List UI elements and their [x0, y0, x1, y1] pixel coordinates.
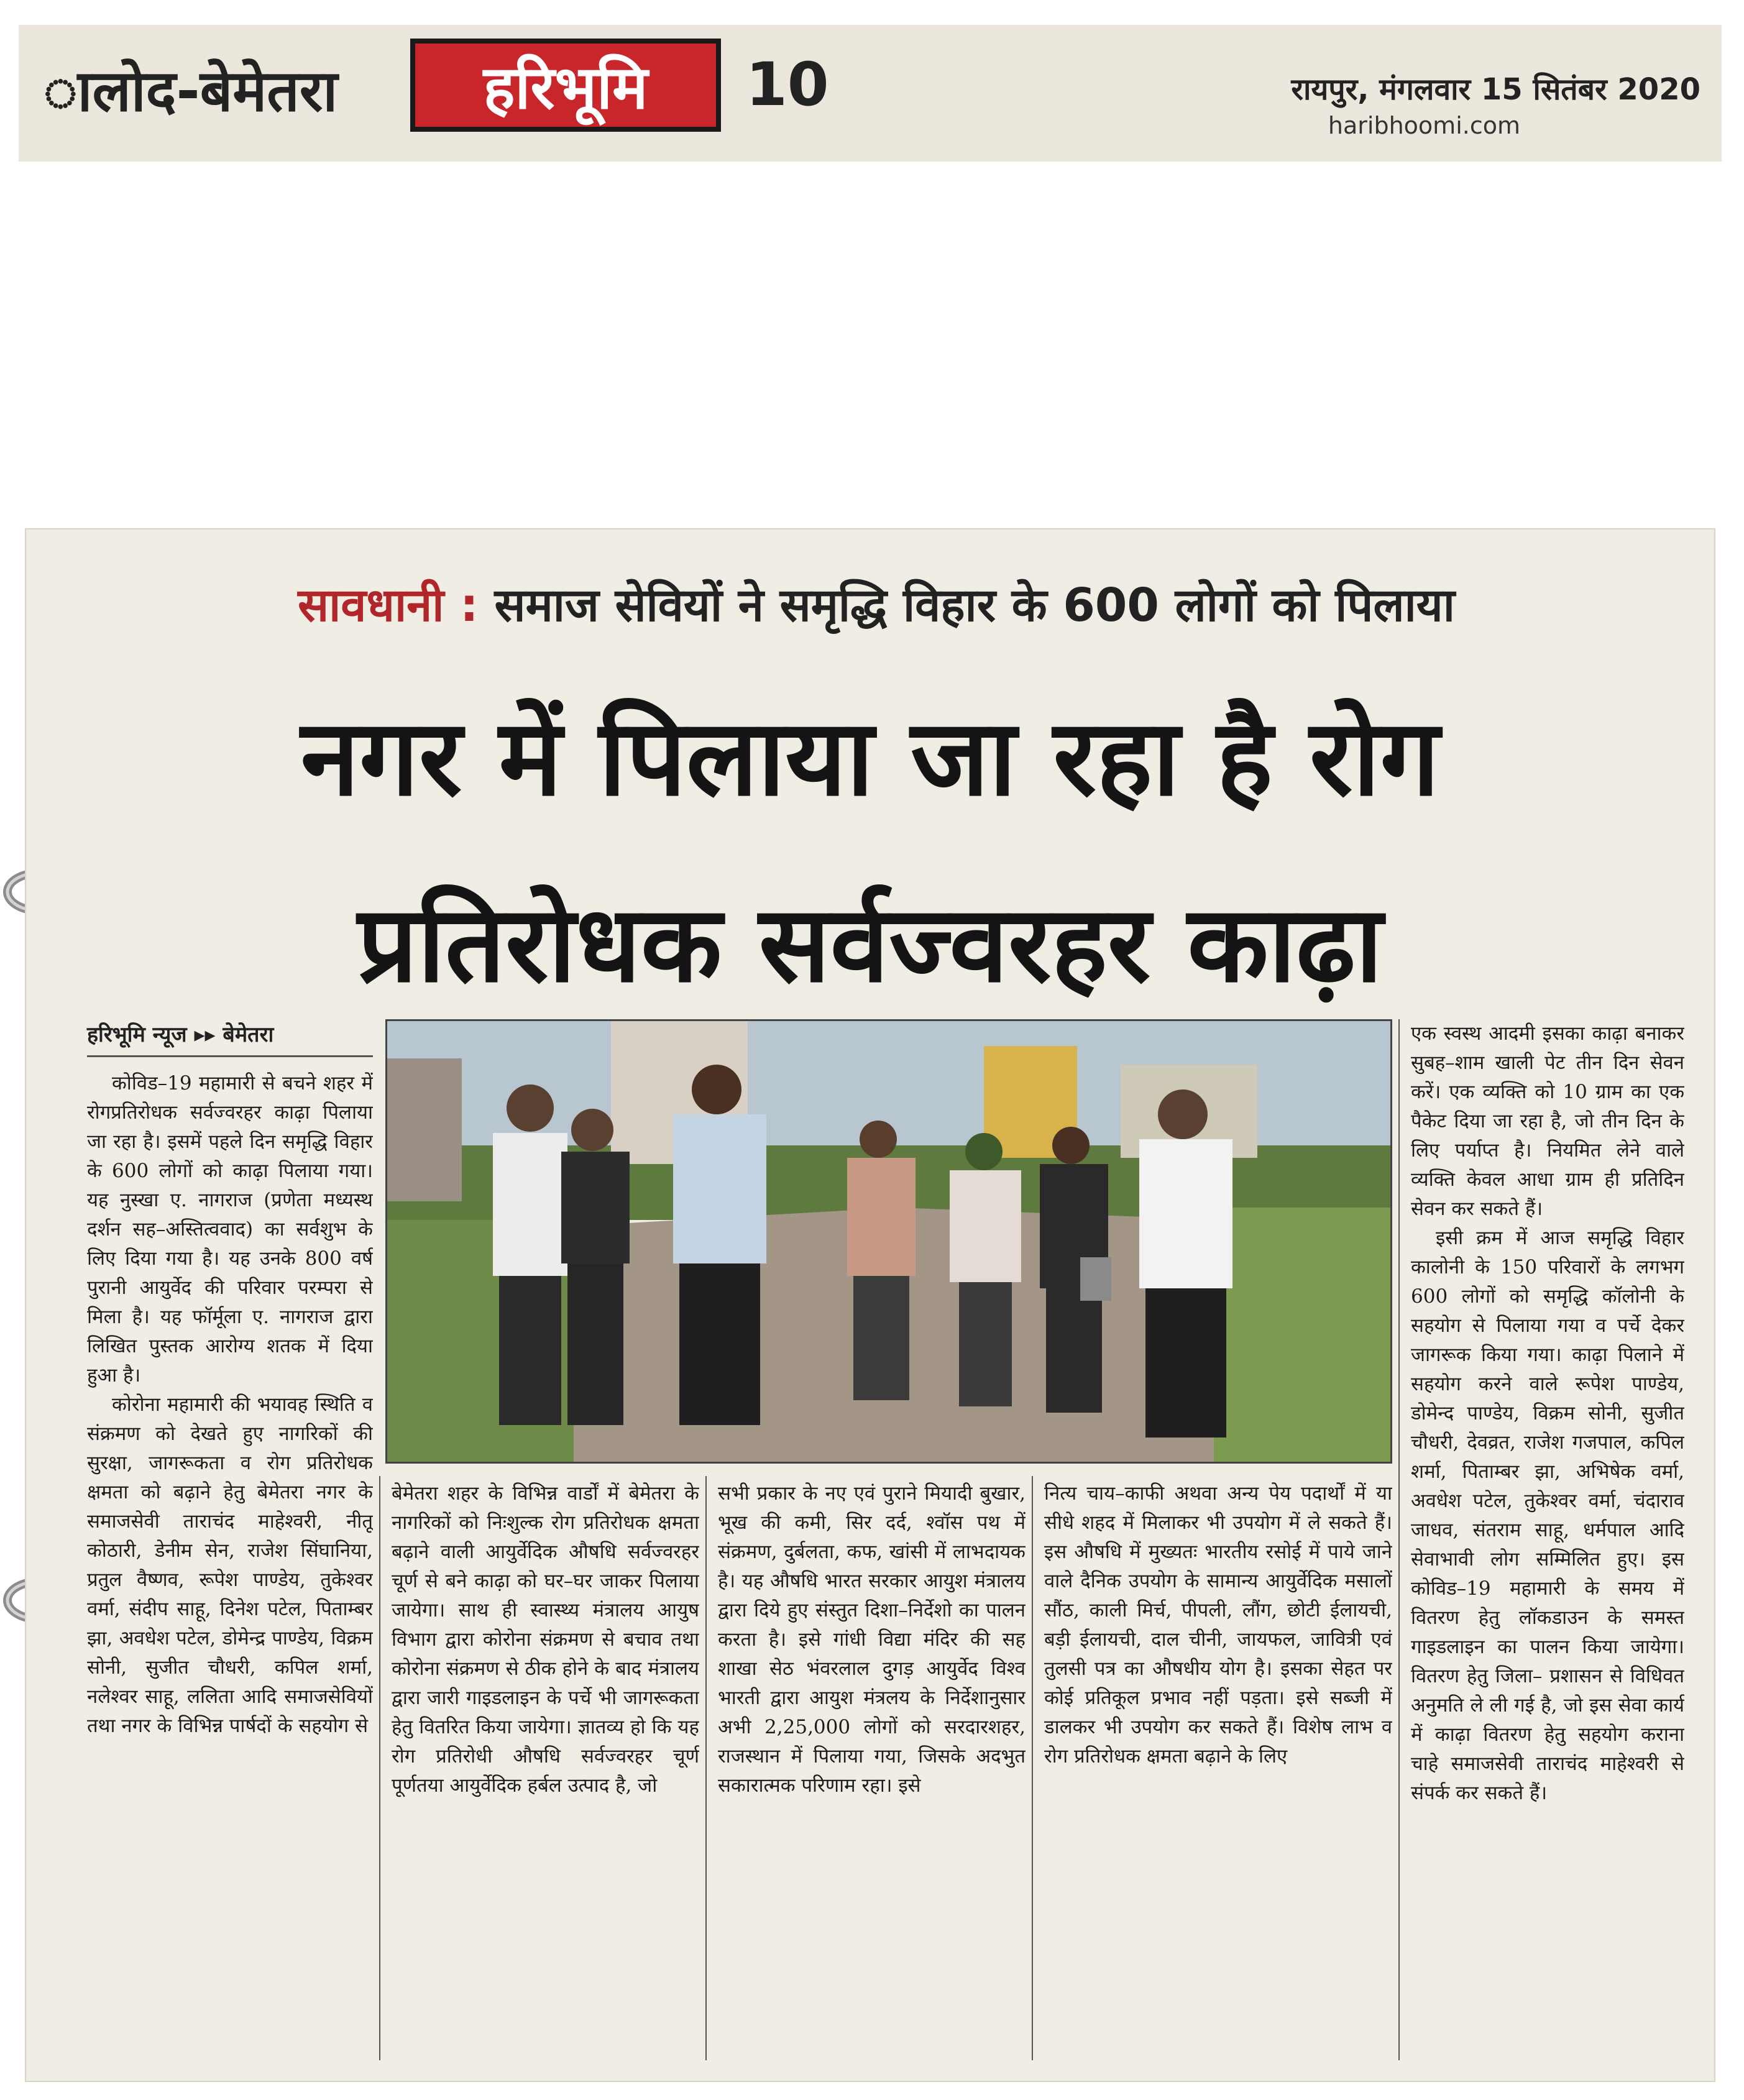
logo-text: हरिभूमि: [483, 52, 648, 122]
newspaper-logo: [410, 39, 721, 132]
news-clipping: [25, 528, 1715, 2082]
column-rule: [379, 1476, 380, 2060]
paragraph: कोविड–19 महामारी से बचने शहर में रोगप्रतिरोधक सर्वज्वरहर काढ़ा पिलाया जा रहा है। इसमें पहले दिन समृद्धि विहार के 600 लोगों को काढ़ा पिलाया गया। यह नुस्खा ए. नागराज (प्रणेता मध्यस्थ दर्शन सह–अस्तित्ववाद) का सर्वशुभ के लिए दिया गया है। यह उनके 800 वर्ष पुरानी आयुर्वेद की परिवार परम्परा से मिला है। यह फॉर्मूला ए. नागराज द्वारा लिखित पुस्तक आरोग्य शतक में दिया हुआ है।: [87, 1072, 373, 1387]
paragraph: बेमेतरा शहर के विभिन्न वार्डों में बेमेतरा के नागरिकों को निःशुल्क रोग प्रतिरोधक क्षमता बढ़ाने वाली आयुर्वेदिक औषधि सर्वज्वरहर चूर्ण से बने काढ़ा को घर–घर जाकर पिलाया जायेगा। साथ ही स्वास्थ्य मंत्रालय आयुष विभाग द्वारा कोरोना संक्रमण से बचाव तथा कोरोना संक्रमण से ठीक होने के बाद मंत्रालय द्वारा जारी गाइडलाइन के पर्चे भी जागरूकता हेतु वितरित किया जायेगा। ज्ञातव्य हो कि यह रोग प्रतिरोधी औषधि सर्वज्वरहर चूर्ण पूर्णतया आयुर्वेदिक हर्बल उत्पाद है, जो: [392, 1482, 699, 1797]
kicker: [162, 572, 1591, 635]
article-column-1: [87, 1069, 373, 2063]
paragraph: सभी प्रकार के नए एवं पुराने मियादी बुखार, भूख की कमी, सिर दर्द, श्वॉस पथ में संक्रमण, दुर्बलता, कफ, खांसी में लाभदायक है। यह औषधि भारत सरकार आयुश मंत्रालय द्वारा दिये हुए संस्तुत दिशा–निर्देशो का पालन करता है। इसे गांधी विद्या मंदिर की सह शाखा सेठ भंवरलाल दुगड़ आयुर्वेद विश्व भारती द्वारा आयुश मंत्रलय के निर्देशानुसार अभी 2,25,000 लोगों को सरदारशहर, राजस्थान में पिलाया गया, जिसके अदभुत सकारात्मक परिणाम रहा। इसे: [718, 1482, 1026, 1797]
headline-line-1: नगर में पिलाया जा रहा है रोग: [300, 697, 1440, 820]
byline-rule: [87, 1055, 373, 1057]
photo-illustration: [387, 1021, 1390, 1462]
website: haribhoomi.com: [1328, 112, 1520, 139]
article-column-4: [1044, 1479, 1392, 2063]
kicker-text: समाज सेवियों ने समृद्धि विहार के 600 लोगों को पिलाया: [494, 579, 1455, 632]
paragraph: इसी क्रम में आज समृद्धि विहार कालोनी के 150 परिवारों के लगभग 600 लोगों को समृद्धि कॉलोनी के सहयोग से पिलाया गया व पर्चे देकर जागरूक किया गया। काढ़ा पिलाने में सहयोग करने वाले रूपेश पाण्डेय, डोमेन्द पाण्डेय, विक्रम सोनी, सुजीत चौधरी, देवव्रत, राजेश गजपाल, कपिल शर्मा, पिताम्बर झा, अभिषेक वर्मा, अवधेश पटेल, तुकेश्वर वर्मा, चंदाराव जाधव, संतराम साहू, धर्मपाल आदि सेवाभावी लोग सम्मिलित हुए। इस कोविड–19 महामारी के समय में वितरण हेतु लॉकडाउन के समस्त गाइडलाइन का पालन किया जायेगा। वितरण हेतु जिला– प्रशासन से विधिवत अनुमति ले ली गई है, जो इस सेवा कार्य में काढ़ा वितरण हेतु सहयोग कराना चाहे समाजसेवी ताराचंद माहेश्वरी से संपर्क कर सकते हैं।: [1411, 1227, 1684, 1804]
paragraph: एक स्वस्थ आदमी इसका काढ़ा बनाकर सुबह–शाम खाली पेट तीन दिन सेवन करें। एक व्यक्ति को 10 ग्राम का एक पैकेट दिया जा रहा है, जो तीन दिन के लिए पर्याप्त है। नियमित लेने वाले व्यक्ति केवल आधा ग्राम ही प्रतिदिन सेवन कर सकते हैं।: [1411, 1022, 1684, 1220]
paragraph: नित्य चाय–काफी अथवा अन्य पेय पदार्थों में या सीधे शहद में मिलाकर भी उपयोग में ले सकते हैं। इस औषधि में मुख्यतः भारतीय रसोई में पाये जाने वाले दैनिक उपयोग के सामान्य आयुर्वेदिक मसालों सौंठ, काली मिर्च, पीपली, लौंग, छोटी ईलायची, बड़ी ईलायची, दाल चीनी, जायफल, जावित्री एवं तुलसी पत्र का औषधीय योग है। इसका सेहत पर कोई प्रतिकूल प्रभाव नहीं पड़ता। इसे सब्जी में डालकर भी उपयोग कर सकते हैं। विशेष लाभ व रोग प्रतिरोधक क्षमता बढ़ाने के लिए: [1044, 1482, 1392, 1768]
column-rule: [1032, 1476, 1033, 2060]
kicker-lead: सावधानी :: [298, 579, 479, 632]
article-column-2: [392, 1479, 699, 2063]
news-photo: [385, 1019, 1392, 1464]
article-column-3: [718, 1479, 1026, 2063]
headline: [62, 665, 1678, 1038]
column-rule: [1398, 1019, 1400, 2060]
page-number: 10: [746, 50, 829, 119]
column-rule: [705, 1476, 707, 2060]
section-name: ालोद-बेमेतरा: [44, 58, 338, 124]
paragraph: कोरोना महामारी की भयावह स्थिति व संक्रमण को देखते हुए नागरिकों की सुरक्षा, जागरूकता व रोग प्रतिरोधक क्षमता को बढ़ाने हेतु बेमेतरा नगर के समाजसेवी ताराचंद माहेश्वरी, नीतू कोठारी, डेनीम सेन, राजेश सिंघानिया, प्रतुल वैष्णव, रूपेश पाण्डेय, तुकेश्वर वर्मा, संदीप साहू, दिनेश पटेल, पिताम्बर झा, अवधेश पटेल, डोमेन्द्र पाण्डेय, विक्रम सोनी, सुजीत चौधरी, कपिल शर्मा, नलेश्वर साहू, ललिता आदि समाजसेवियों तथा नगर के विभिन्न पार्षदों के सहयोग से: [87, 1393, 373, 1737]
headline-line-2: प्रतिरोधक सर्वज्वरहर काढ़ा: [357, 883, 1383, 1006]
dateline: रायपुर, मंगलवार 15 सितंबर 2020: [1291, 72, 1700, 107]
article-column-5: [1411, 1019, 1684, 2063]
byline: हरिभूमि न्यूज ▸▸ बेमेतरा: [87, 1022, 274, 1047]
